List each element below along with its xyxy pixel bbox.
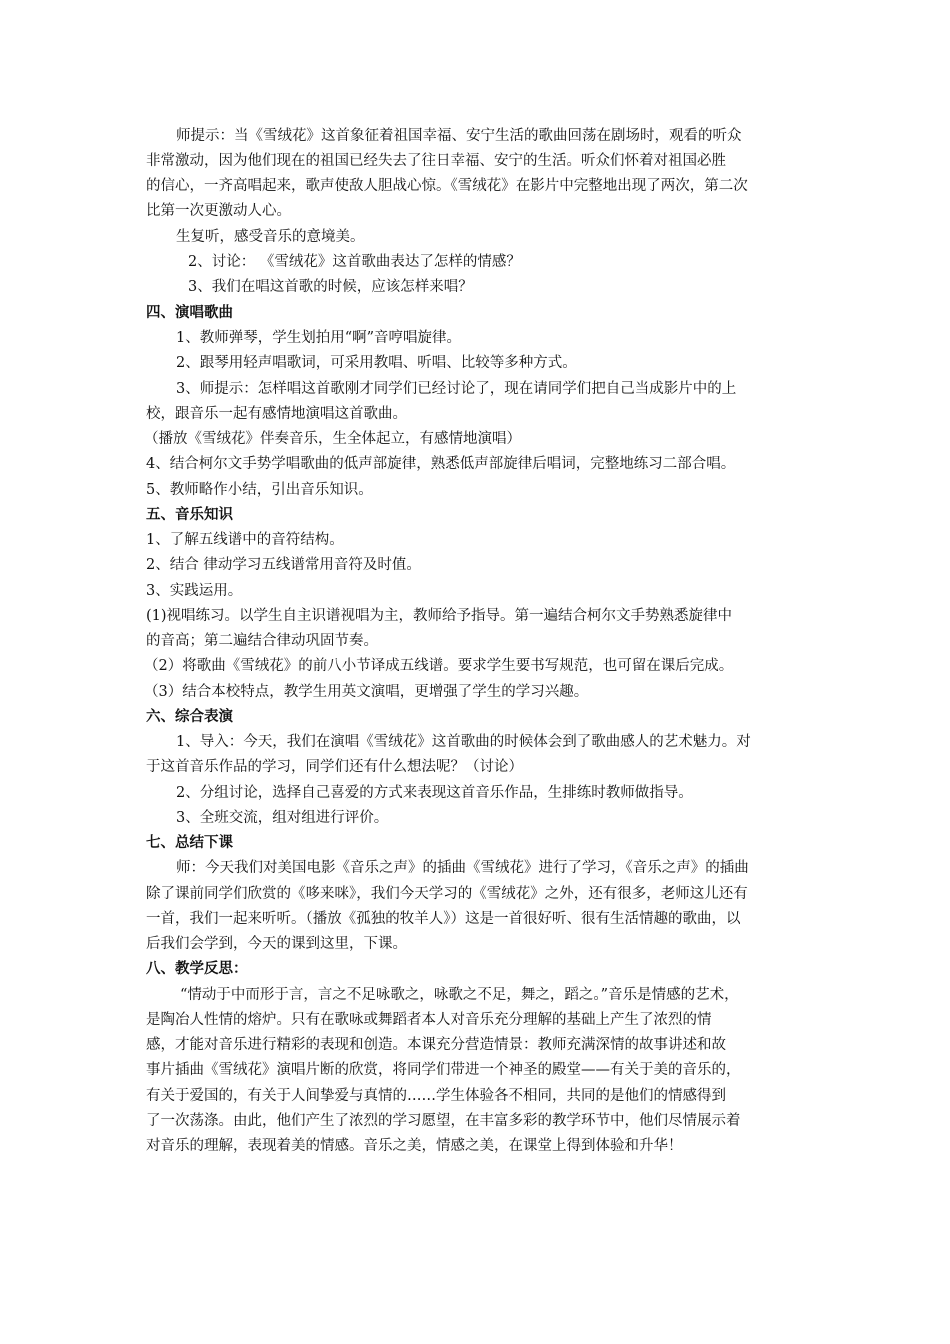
paragraph-line: 2、分组讨论，选择自己喜爱的方式来表现这首音乐作品，生排练时教师做指导。 [176,785,693,801]
paragraph-line: 于这首音乐作品的学习，同学们还有什么想法呢？（讨论） [146,759,523,775]
paragraph-line: 3、实践运用。 [146,583,243,599]
paragraph-line: 1、了解五线谱中的音符结构。 [146,532,344,548]
paragraph-line: 4、结合柯尔文手势学唱歌曲的低声部旋律，熟悉低声部旋律后唱词，完整地练习二部合唱。 [146,456,736,472]
paragraph-line: 除了课前同学们欣赏的《哆来咪》，我们今天学习的《雪绒花》之外，还有很多，老师这儿还有 [146,886,748,902]
paragraph-line: 生复听，感受音乐的意境美。 [176,229,365,245]
paragraph-line: 1、导入：今天，我们在演唱《雪绒花》这首歌曲的时候体会到了歌曲感人的艺术魅力。对 [176,734,751,750]
paragraph-line: 师：今天我们对美国电影《音乐之声》的插曲《雪绒花》进行了学习，《音乐之声》的插曲 [176,860,749,876]
paragraph-line: （3）结合本校特点，教学生用英文演唱，更增强了学生的学习兴趣。 [144,684,589,700]
paragraph-line: 5、教师略作小结，引出音乐知识。 [146,482,373,498]
paragraph-line: 2、跟琴用轻声唱歌词，可采用教唱、听唱、比较等多种方式。 [176,355,577,371]
section-heading: 四、演唱歌曲 [146,304,233,321]
paragraph-line: 后我们会学到，今天的课到这里，下课。 [146,936,407,952]
paragraph-line: 有关于爱国的，有关于人间挚爱与真情的……学生体验各不相同，共同的是他们的情感得到 [146,1088,726,1104]
paragraph-line: 非常激动，因为他们现在的祖国已经失去了往日幸福、安宁的生活。听众们怀着对祖国必胜 [146,153,726,169]
paragraph-line: （2）将歌曲《雪绒花》的前八小节译成五线谱。要求学生要书写规范，也可留在课后完成。 [144,658,734,674]
section-heading: 六、综合表演 [146,708,233,725]
paragraph-line: 事片插曲《雪绒花》演唱片断的欣赏，将同学们带进一个神圣的殿堂——有关于美的音乐的， [146,1062,741,1078]
paragraph-line: 一首，我们一起来听听。（播放《孤独的牧羊人》）这是一首很好听、很有生活情趣的歌曲，以 [146,911,741,927]
paragraph-line: 2、结合 律动学习五线谱常用音符及时值。 [146,557,421,573]
paragraph-line: 对音乐的理解，表现着美的情感。音乐之美，情感之美，在课堂上得到体验和升华！ [146,1138,683,1154]
paragraph-line: 3、师提示：怎样唱这首歌刚才同学们已经讨论了，现在请同学们把自己当成影片中的上 [176,381,737,397]
paragraph-line: 了一次荡涤。由此，他们产生了浓烈的学习愿望，在丰富多彩的教学环节中，他们尽情展示着 [146,1113,741,1129]
paragraph-line: 2、讨论： 《雪绒花》这首歌曲表达了怎样的情感？ [188,254,521,270]
paragraph-line: 感，才能对音乐进行精彩的表现和创造。本课充分营造情景：教师充满深情的故事讲述和故 [146,1037,726,1053]
paragraph-line: “情动于中而形于言，言之不足咏歌之，咏歌之不足，舞之，蹈之。”音乐是情感的艺术， [180,987,739,1003]
paragraph-line: 1、教师弹琴，学生划拍用“啊”音哼唱旋律。 [176,330,462,346]
paragraph-line: 的信心，一齐高唱起来，歌声使敌人胆战心惊。《雪绒花》在影片中完整地出现了两次，第二次 [146,178,748,194]
paragraph-line: （播放《雪绒花》伴奏音乐，生全体起立，有感情地演唱） [144,431,521,447]
paragraph-line: (1)视唱练习。以学生自主识谱视唱为主，教师给予指导。第一遍结合柯尔文手势熟悉旋律中 [146,608,733,624]
paragraph-line: 3、我们在唱这首歌的时候，应该怎样来唱？ [188,279,473,295]
paragraph-line: 校，跟音乐一起有感情地演唱这首歌曲。 [146,406,407,422]
paragraph-line: 3、全班交流，组对组进行评价。 [176,810,389,826]
paragraph-line: 的音高；第二遍结合律动巩固节奏。 [146,633,378,649]
paragraph-line: 比第一次更激动人心。 [146,203,291,219]
section-heading: 五、音乐知识 [146,506,233,523]
section-heading: 七、总结下课 [146,834,233,851]
section-heading: 八、教学反思： [146,960,248,977]
paragraph-line: 是陶冶人性情的熔炉。只有在歌咏或舞蹈者本人对音乐充分理解的基础上产生了浓烈的情 [146,1012,712,1028]
paragraph-line: 师提示：当《雪绒花》这首象征着祖国幸福、安宁生活的歌曲回荡在剧场时，观看的听众 [176,128,742,144]
